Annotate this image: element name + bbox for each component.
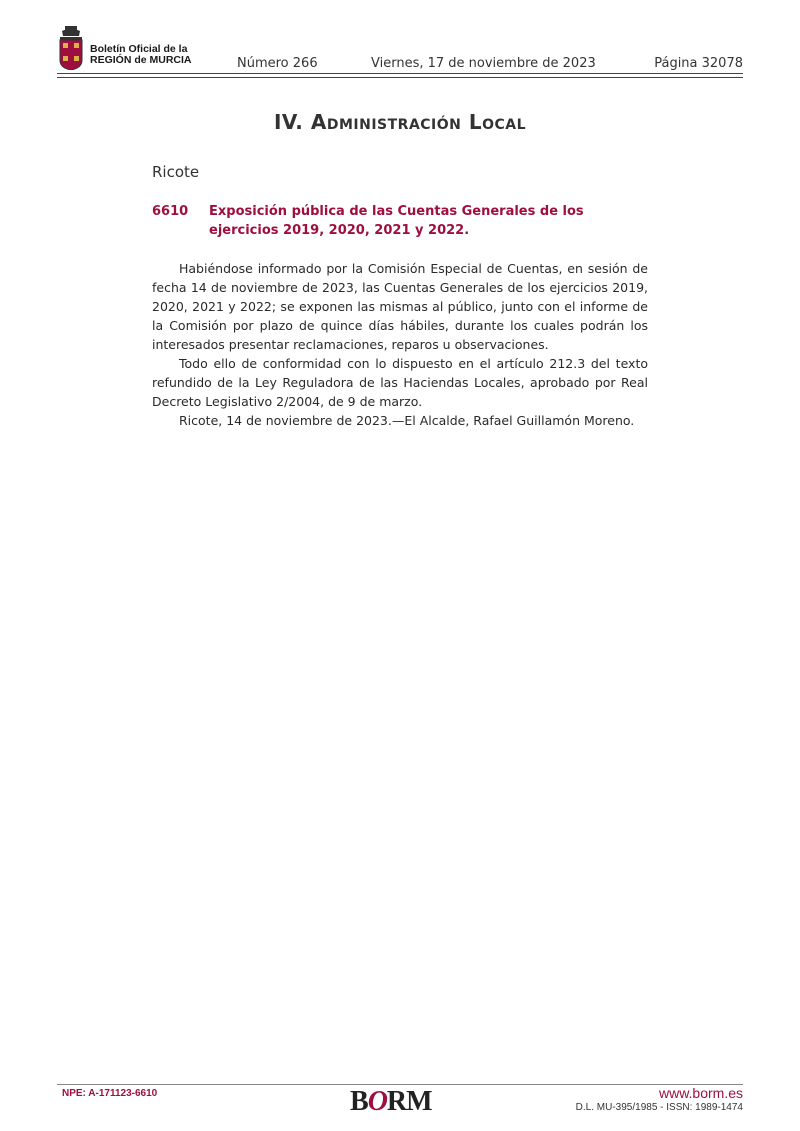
- borm-logo: [350, 1086, 432, 1118]
- section-title: IV. Administración Local: [273, 110, 527, 134]
- legal-deposit: D.L. MU-395/1985 - ISSN: 1989-1474: [575, 1102, 743, 1113]
- page-header: [57, 26, 743, 76]
- entity-name: Ricote: [152, 163, 200, 181]
- body-paragraph: Habiéndose informado por la Comisión Especial de Cuentas, en sesión de fecha 14 de noviembre de 2023, las Cuentas Generales de los ejercicios 2019, 2020, 2021 y 2022; se exponen las mismas al público, junto con el informe de la Comisión por plazo de quince días hábiles, durante los cuales podrán los interesados presentar reclamaciones, reparos u observaciones.: [152, 261, 648, 352]
- issue-date: Viernes, 17 de noviembre de 2023: [371, 56, 596, 71]
- logo-letter-b: B: [350, 1086, 368, 1117]
- footer-divider: [57, 1084, 743, 1085]
- brand-line-2: REGIÓN de MURCIA: [90, 54, 192, 66]
- npe-code: NPE: A-171123-6610: [62, 1088, 158, 1099]
- body-paragraph: Todo ello de conformidad con lo dispuesto en el artículo 212.3 del texto refundido de la Ley Reguladora de las Haciendas Locales, aprobado por Real Decreto Legislativo 2/2004, de 9 de marzo.: [152, 356, 648, 409]
- logo-letter-o: O: [367, 1086, 387, 1117]
- announcement-number: 6610: [152, 204, 189, 219]
- announcement-body: [152, 259, 648, 430]
- logo-letters-rm: RM: [386, 1086, 432, 1117]
- bulletin-brand: [90, 44, 192, 66]
- brand-line-1: Boletín Oficial de la: [90, 43, 188, 55]
- announcement-title: Exposición pública de las Cuentas Generales de los ejercicios 2019, 2020, 2021 y 2022.: [209, 204, 584, 238]
- coat-of-arms-icon: [59, 26, 83, 70]
- header-divider-top: [57, 73, 743, 74]
- header-divider-bottom: [57, 77, 743, 78]
- website-link[interactable]: www.borm.es: [658, 1085, 743, 1101]
- page-number: Página 32078: [654, 56, 743, 71]
- issue-number: Número 266: [237, 56, 318, 71]
- body-paragraph: Ricote, 14 de noviembre de 2023.—El Alcalde, Rafael Guillamón Moreno.: [179, 413, 635, 428]
